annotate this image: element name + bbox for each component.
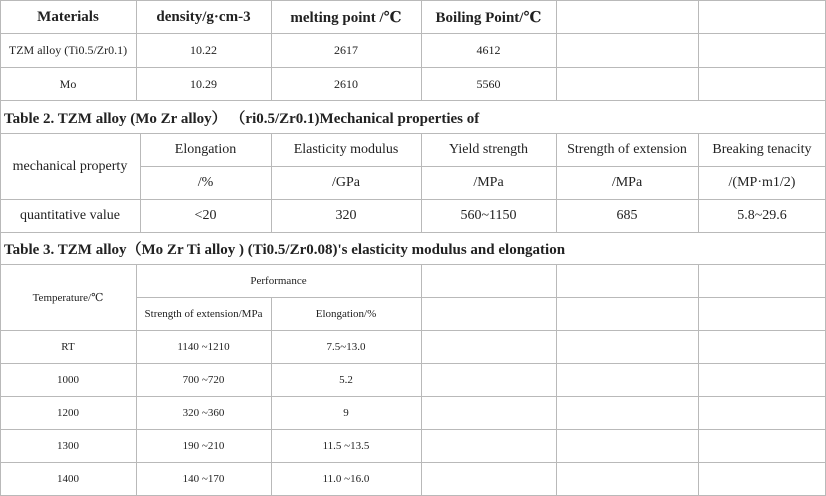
table-1-row-1-boiling: 4612 <box>476 43 501 57</box>
table-1-row-1-melting: 2617 <box>334 43 358 57</box>
table-1-row-2-melting: 2610 <box>334 76 358 91</box>
table-3-row-1-strength: 1140 ~1210 <box>177 341 230 353</box>
table-3-row-3-elongation: 9 <box>343 407 349 419</box>
column-elongation: Elongation <box>174 142 237 157</box>
table-3-row-5-temp: 1400 <box>57 473 79 485</box>
header-melting-point: melting point /℃ <box>290 9 402 26</box>
table-3-row-2-temp: 1000 <box>57 374 79 386</box>
table-3-row-4-strength: 190 ~210 <box>182 440 225 452</box>
performance-header: Performance <box>250 275 307 287</box>
column-elasticity-modulus: Elasticity modulus <box>293 142 399 157</box>
subheader-elongation: Elongation/% <box>315 308 377 320</box>
quantitative-value-label: quantitative value <box>20 208 120 223</box>
column-breaking-tenacity: Breaking tenacity <box>712 142 812 157</box>
table-1-row-2-material: Mo <box>59 76 77 91</box>
column-strength-of-extension: Strength of extension <box>567 142 687 157</box>
table-3-row-5-elongation: 11.0 ~16.0 <box>322 473 370 485</box>
unit-elasticity-modulus: /GPa <box>332 175 360 190</box>
table-3-row-1-temp: RT <box>61 341 75 353</box>
value-breaking-tenacity: 5.8~29.6 <box>737 208 787 223</box>
subheader-strength-of-extension: Strength of extension/MPa <box>144 308 263 320</box>
header-boiling-point: Boiling Point/℃ <box>435 9 542 26</box>
column-yield-strength: Yield strength <box>449 142 528 157</box>
unit-breaking-tenacity: /(MP·m1/2) <box>728 175 796 190</box>
table-3-row-2-strength: 700 ~720 <box>182 374 225 386</box>
table-3-row-4-temp: 1300 <box>57 440 79 452</box>
value-elongation: <20 <box>194 208 217 223</box>
value-yield-strength: 560~1150 <box>460 208 517 223</box>
table-3-title: Table 3. TZM alloy（Mo Zr Ti alloy ) (Ti0.5/Zr0.08)'s elasticity modulus and elongation <box>4 242 566 258</box>
unit-yield-strength: /MPa <box>473 175 504 190</box>
table-3-row-1-elongation: 7.5~13.0 <box>326 341 366 353</box>
table-1-row-2-density: 10.29 <box>190 76 217 91</box>
table-1-row-2-boiling: 5560 <box>476 76 501 91</box>
table-3-row-2-elongation: 5.2 <box>339 374 353 386</box>
header-density: density/g·cm-3 <box>156 8 251 25</box>
table-3-row-3-temp: 1200 <box>57 407 79 419</box>
unit-strength-of-extension: /MPa <box>611 175 643 190</box>
table-1-row-1-material: TZM alloy (Ti0.5/Zr0.1) <box>8 43 128 57</box>
table-2-title: Table 2. TZM alloy (Mo Zr alloy） （ri0.5/Zr0.1)Mechanical properties of <box>4 110 480 127</box>
table-3-row-5-strength: 140 ~170 <box>182 473 225 485</box>
unit-elongation: /% <box>197 175 214 190</box>
header-materials: Materials <box>37 8 99 25</box>
value-elasticity-modulus: 320 <box>335 208 357 223</box>
temperature-header: Temperature/℃ <box>32 292 104 304</box>
table-3-row-4-elongation: 11.5 ~13.5 <box>322 440 370 452</box>
value-strength-of-extension: 685 <box>616 208 638 223</box>
table-3-row-3-strength: 320 ~360 <box>182 407 225 419</box>
table-1-row-1-density: 10.22 <box>190 43 217 57</box>
mechanical-property-label: mechanical property <box>12 158 128 174</box>
